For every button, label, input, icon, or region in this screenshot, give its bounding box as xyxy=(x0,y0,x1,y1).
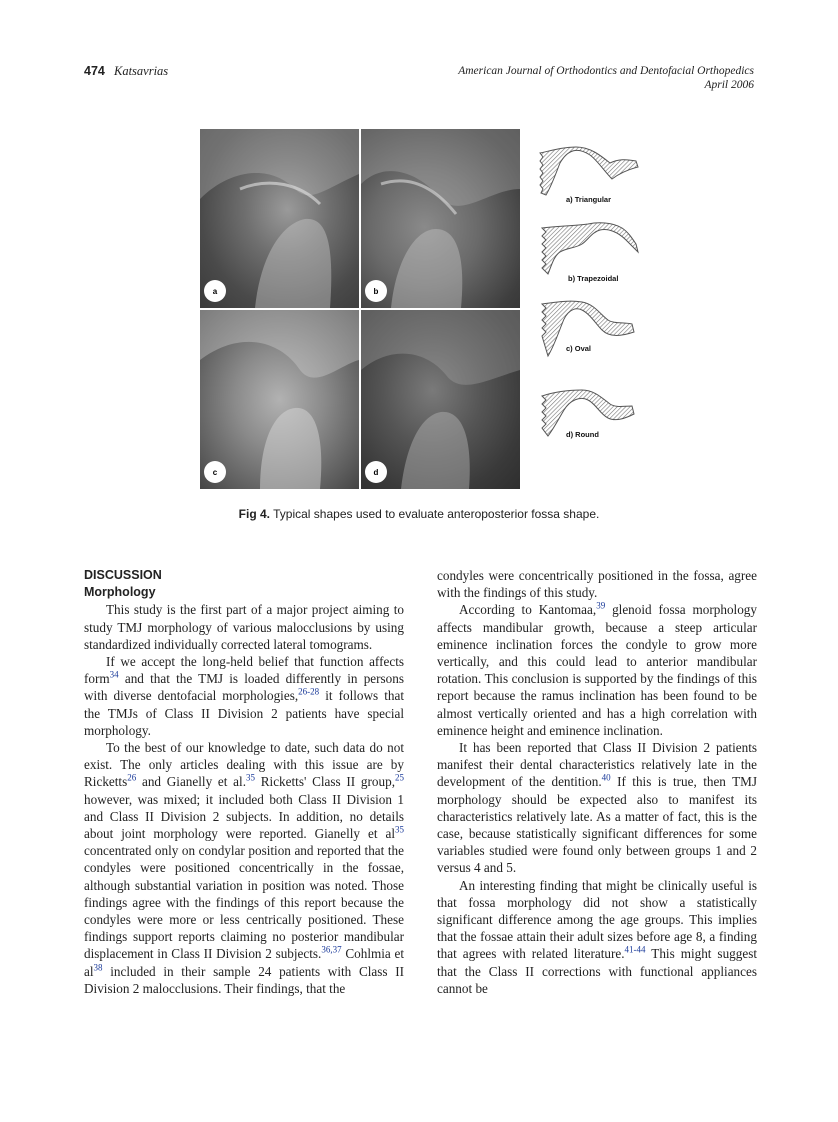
paragraph: This study is the first part of a major project aiming to study TMJ morphology of various malocclusions by using standardized individually corrected lateral tomograms. xyxy=(84,602,404,652)
figure-caption xyxy=(0,507,838,521)
paragraph: An interesting finding that might be clinically useful is that fossa morphology did not show a statistically significant difference among the age groups. This implies that the fossae attain their adult sizes before age 8, a finding that agrees with related literature.$^{41-44}$ This might suggest that the Class II corrections with functional appliances cannot be xyxy=(437,877,757,996)
citation-link[interactable]: 41-44 xyxy=(624,945,646,956)
paragraph: If we accept the long-held belief that function affects form$^{34}$ and that the TMJ is loaded differently in persons with diverse dentofacial morphologies,$^{26-28}$ it follows that the TMJs of Class II Division 2 patients have special morphology. xyxy=(84,654,404,738)
xray-panel-c xyxy=(200,310,359,489)
panel-label-b: b xyxy=(365,280,387,302)
xray-figure xyxy=(200,129,520,489)
xray-c-image xyxy=(200,310,359,489)
paragraph: To the best of our knowledge to date, such data do not exist. The only articles dealing with this issue are by Ricketts$^{26}$ and Gianelly et al.$^{35}$ Ricketts' Class II group,$^{25}$ however, was mixed; it included both Class II Division 1 and Class II Division 2 subjects. In addition, no details about joint morphology were reported. Gianelly et al$^{35}$ concentrated only on condylar position and reported that the condyles were positioned concentrically in the fossae, although substantial variation in position was noted. Those findings agree with the findings of this report because the condyles were more or less centrically positioned. These findings support reports claiming no posterior mandibular displacement in Class II Division 2 subjects.$^{36,37}$ Cohlmia et al$^{38}$ included in their sample 24 patients with Class II Division 2 malocclusions. Their findings, that the xyxy=(84,740,404,996)
right-column xyxy=(437,567,757,997)
citation-link[interactable]: 26-28 xyxy=(298,687,320,698)
citation-link[interactable]: 35 xyxy=(395,824,404,835)
running-header-left xyxy=(84,64,168,79)
round-shape-icon xyxy=(538,388,648,448)
journal-title: American Journal of Orthodontics and Dentofacial Orthopedics xyxy=(458,65,754,77)
left-column xyxy=(84,567,404,997)
citation-link[interactable]: 39 xyxy=(596,601,606,612)
shape-label-oval: c) Oval xyxy=(566,344,592,353)
figure-caption-text: Typical shapes used to evaluate anteroposterior fossa shape. xyxy=(273,507,600,521)
trapezoidal-shape-icon xyxy=(538,222,648,282)
author-name: Katsavrias xyxy=(113,64,169,78)
xray-a-image xyxy=(200,129,359,308)
citation-link[interactable]: 36,37 xyxy=(321,945,342,956)
paragraph: It has been reported that Class II Division 2 patients manifest their dental characteristics relatively late in the development of the dentition.$^{40}$ If this is true, then TMJ morphology should be expected also to manifest its characteristics relatively late. As a matter of fact, this is the case, because statistically significant differences for some variables studied were found only between groups 1 and 2 versus 4 and 5. xyxy=(437,740,757,876)
section-title: DISCUSSION xyxy=(84,568,162,582)
issue-date: April 2006 xyxy=(704,79,754,91)
citation-link[interactable]: 26 xyxy=(127,773,137,784)
shape-oval xyxy=(538,300,648,360)
paragraph: condyles were concentrically positioned in the fossa, agree with the findings of this study. xyxy=(437,568,757,601)
citation-link[interactable]: 25 xyxy=(395,773,404,784)
shape-label-trapezoidal: b) Trapezoidal xyxy=(568,274,619,283)
panel-label-c: c xyxy=(204,461,226,483)
citation-link[interactable]: 40 xyxy=(601,773,611,784)
shape-label-triangular: a) Triangular xyxy=(566,195,612,204)
page-number: 474 xyxy=(84,64,105,78)
xray-panel-b xyxy=(361,129,520,308)
xray-b-image xyxy=(361,129,520,308)
panel-label-a: a xyxy=(204,280,226,302)
shape-triangular xyxy=(538,145,648,205)
citation-link[interactable]: 35 xyxy=(246,773,255,784)
running-header-right xyxy=(458,64,754,92)
xray-panel-a xyxy=(200,129,359,308)
panel-label-d: d xyxy=(365,461,387,483)
paragraph: According to Kantomaa,$^{39}$ glenoid fossa morphology affects mandibular growth, because a steep articular eminence inclination forces the condyle to grow more vertically, and this could lead to anterior mandibular rotation. This conclusion is supported by the findings of this report because the ramus inclination has been found to be almost vertically oriented and has a high correlation with eminence height and eminence inclination. xyxy=(437,601,757,738)
citation-link[interactable]: 34 xyxy=(109,669,119,680)
shape-round xyxy=(538,388,648,448)
subsection-title: Morphology xyxy=(84,585,156,600)
shape-label-round: d) Round xyxy=(566,430,599,439)
oval-shape-icon xyxy=(538,300,648,360)
citation-link[interactable]: 38 xyxy=(93,962,103,973)
figure-caption-label: Fig 4. xyxy=(238,507,270,521)
xray-d-image xyxy=(361,310,520,489)
xray-panel-d xyxy=(361,310,520,489)
shape-trapezoidal xyxy=(538,222,648,282)
